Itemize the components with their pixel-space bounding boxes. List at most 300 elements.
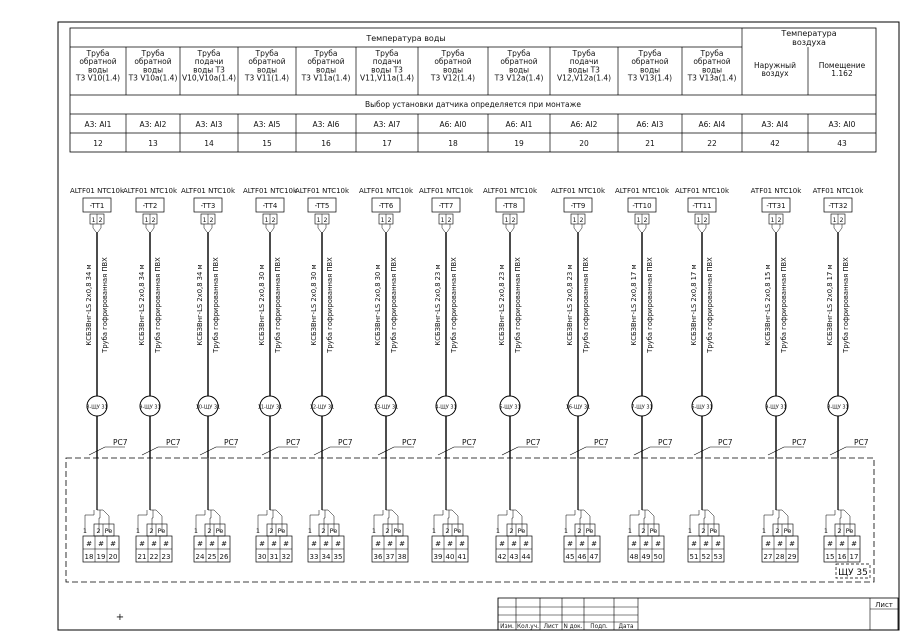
column-label: воды: [701, 65, 723, 75]
cable-spec: КСБЗВнг-LS 2х0,8 34 м: [138, 264, 146, 346]
pin-label: 1: [572, 217, 577, 224]
connector-line: [839, 224, 842, 232]
terminal-marker: #: [311, 540, 317, 548]
cable-marker-label: 16-ЩУ 31: [565, 404, 591, 411]
sensor-type: ALTF01 NTC10k: [418, 187, 474, 195]
rc-leader: [830, 447, 866, 455]
rc-label: РС7: [658, 438, 673, 447]
terminal-number: 26: [219, 553, 229, 561]
rc-leader: [200, 447, 236, 455]
pin-label: 2: [151, 217, 156, 224]
pin-label: 1: [380, 217, 385, 224]
rc-leader: [502, 447, 538, 455]
column-label: Т3 V11(1.4): [244, 73, 290, 83]
terminal-marker: #: [459, 540, 465, 548]
terminal-number: 18: [84, 553, 94, 561]
io-address: A3: AI7: [373, 120, 401, 129]
terminal-number: 41: [457, 553, 467, 561]
terminal-number: 43: [509, 553, 519, 561]
title-block-col: Кол.уч.: [517, 624, 539, 630]
column-label: Т3 V11а(1.4): [301, 73, 351, 83]
conduit-spec: Труба гофрированная ПВХ: [390, 257, 398, 353]
pe-label: Pe: [277, 527, 286, 535]
terminal-marker: #: [163, 540, 169, 548]
terminal-marker: #: [511, 540, 517, 548]
pe-label: Pe: [517, 527, 526, 535]
control-panel: [66, 458, 874, 582]
terminal-number: 39: [433, 553, 443, 561]
column-label: V11,V11а(1.4): [359, 73, 415, 83]
column-label: воды: [508, 65, 530, 75]
terminal-marker: #: [399, 540, 405, 548]
pin-label: 2: [777, 217, 782, 224]
sensor-type: ATF01 NTC10k: [812, 187, 864, 195]
column-label: обратной: [500, 57, 538, 67]
rc-label: РС7: [113, 438, 128, 447]
pin-label: 1: [307, 527, 313, 535]
pe-label: Pe: [709, 527, 718, 535]
connector-line: [93, 224, 96, 232]
sensor-tag: -TT9: [570, 202, 586, 210]
column-label: 1.162: [831, 69, 853, 79]
terminal-marker: #: [447, 540, 453, 548]
rc-label: РС7: [224, 438, 239, 447]
terminal-number: 33: [309, 553, 319, 561]
cable-marker-label: 9-ЩУ 31: [765, 404, 787, 411]
conduit-spec: Труба гофрированная ПВХ: [274, 257, 282, 353]
cable-spec: КСБЗВнг-LS 2х0,8 23 м: [498, 264, 506, 346]
sensor-tag: -TT1: [89, 202, 105, 210]
pe-label: Pe: [329, 527, 338, 535]
terminal-number: 30: [257, 553, 267, 561]
terminal-marker: #: [789, 540, 795, 548]
io-address: A3: AI3: [195, 120, 223, 129]
rc-label: РС7: [166, 438, 181, 447]
column-label: Труба: [141, 49, 165, 58]
terminal-marker: #: [283, 540, 289, 548]
column-number: 17: [382, 139, 392, 148]
sensor-tag: -TT10: [632, 202, 652, 210]
pin-label: 2: [577, 527, 582, 535]
pin-label: 2: [703, 217, 708, 224]
terminal-marker: #: [715, 540, 721, 548]
pin-label: 2: [149, 527, 154, 535]
pe-label: Pe: [649, 527, 658, 535]
water-temp-header: Температура воды: [366, 34, 446, 43]
column-label: обратной: [434, 57, 472, 67]
rc-label: РС7: [402, 438, 417, 447]
column-number: 20: [579, 139, 589, 148]
terminal-marker: #: [655, 540, 661, 548]
column-label: V12,V12а(1.4): [556, 73, 612, 83]
connector-line: [579, 224, 582, 232]
terminal-number: 52: [701, 553, 711, 561]
terminal-number: 47: [589, 553, 599, 561]
connector-line: [703, 224, 706, 232]
pin-label: 1: [627, 527, 633, 535]
io-address: A3: AI5: [253, 120, 281, 129]
pin-label: 2: [839, 217, 844, 224]
column-label: обратной: [307, 57, 345, 67]
sensor-type: ALTF01 NTC10k: [358, 187, 414, 195]
cable-marker-label: 8-ЩУ 31: [86, 404, 108, 411]
sensor-column: [295, 187, 353, 562]
sensor-column: [359, 187, 417, 562]
pin-label: 1: [82, 527, 88, 535]
rc-leader: [634, 447, 670, 455]
sensor-type: ALTF01 NTC10k: [674, 187, 730, 195]
connector-line: [151, 224, 154, 232]
rc-leader: [768, 447, 804, 455]
cable-marker-label: 10-ЩУ 31: [195, 404, 221, 411]
pin-label: 1: [636, 217, 641, 224]
io-address: A6: AI3: [636, 120, 664, 129]
column-label: воды: [256, 65, 278, 75]
pin-label: 2: [837, 527, 842, 535]
cable-marker-label: 4-ЩУ 31: [435, 404, 457, 411]
column-label: подачи: [372, 57, 402, 67]
terminal-number: 22: [149, 553, 159, 561]
terminal-marker: #: [643, 540, 649, 548]
pe-label: Pe: [157, 527, 166, 535]
terminal-number: 50: [653, 553, 663, 561]
pin-label: 1: [770, 217, 775, 224]
conduit-spec: Труба гофрированная ПВХ: [154, 257, 162, 353]
terminal-number: 21: [137, 553, 147, 561]
terminal-marker: #: [777, 540, 783, 548]
conduit-spec: Труба гофрированная ПВХ: [646, 257, 654, 353]
column-label: Наружный: [754, 61, 796, 70]
terminal-number: 34: [321, 553, 331, 561]
cable-marker-label: 6-ЩУ 31: [691, 404, 713, 411]
pin-label: 2: [385, 527, 390, 535]
io-address: A3: AI4: [761, 120, 789, 129]
sensor-tag: -TT5: [314, 202, 330, 210]
terminal-marker: #: [839, 540, 845, 548]
conduit-spec: Труба гофрированная ПВХ: [450, 257, 458, 353]
terminal-marker: #: [98, 540, 104, 548]
pin-label: 2: [323, 217, 328, 224]
cable-spec: КСБЗВнг-LS 2х0,8 34 м: [85, 264, 93, 346]
table-border: [70, 28, 876, 152]
sensor-type: ALTF01 NTC10k: [482, 187, 538, 195]
column-label: Труба: [507, 49, 531, 58]
pe-label: Pe: [585, 527, 594, 535]
terminal-number: 35: [333, 553, 343, 561]
cable-marker-label: 11-ЩУ 31: [257, 404, 283, 411]
sensor-column: [243, 187, 301, 562]
column-label: Т3 V10а(1.4): [128, 73, 178, 83]
cable-spec: КСБЗВнг-LS 2х0,8 34 м: [196, 264, 204, 346]
connector-line: [323, 224, 326, 232]
pin-label: 2: [96, 527, 101, 535]
air-temp-header: воздуха: [792, 38, 826, 47]
column-label: воды: [315, 65, 337, 75]
cable-spec: КСБЗВнг-LS 2х0,8 23 м: [434, 264, 442, 346]
sensor-tag: -TT2: [142, 202, 158, 210]
pin-label: 2: [445, 527, 450, 535]
connector-line: [643, 224, 646, 232]
cable-spec: КСБЗВнг-LS 2х0,8 30 м: [310, 264, 318, 346]
pin-label: 1: [687, 527, 693, 535]
cable-marker-label: 12-ЩУ 31: [309, 404, 335, 411]
column-label: воды: [142, 65, 164, 75]
column-label: Труба: [572, 49, 596, 58]
rc-leader: [262, 447, 298, 455]
rc-label: РС7: [462, 438, 477, 447]
pin-label: 1: [761, 527, 767, 535]
sensor-column: [181, 187, 239, 562]
pin-label: 1: [431, 527, 437, 535]
connector-line: [638, 224, 641, 232]
column-number: 12: [93, 139, 103, 148]
rc-leader: [314, 447, 350, 455]
panel-label: ЩУ 35: [838, 568, 868, 578]
column-label: подачи: [569, 57, 599, 67]
terminal-number: 15: [825, 553, 835, 561]
terminal-marker: #: [567, 540, 573, 548]
conduit-spec: Труба гофрированная ПВХ: [514, 257, 522, 353]
io-address: A6: AI0: [439, 120, 467, 129]
column-label: Помещение: [818, 61, 866, 70]
column-number: 42: [770, 139, 780, 148]
terminal-number: 36: [373, 553, 383, 561]
column-label: Труба: [86, 49, 110, 58]
conduit-spec: Труба гофрированная ПВХ: [101, 257, 109, 353]
connector-line: [506, 224, 509, 232]
column-label: обратной: [248, 57, 286, 67]
column-label: Т3 V12а(1.4): [494, 73, 544, 83]
pin-label: 1: [193, 527, 199, 535]
pin-label: 1: [832, 217, 837, 224]
pin-label: 1: [563, 527, 569, 535]
rc-leader: [142, 447, 178, 455]
terminal-number: 49: [641, 553, 651, 561]
pin-label: 2: [447, 217, 452, 224]
terminal-number: 23: [161, 553, 171, 561]
io-address: A3: AI1: [84, 120, 112, 129]
terminal-number: 20: [108, 553, 118, 561]
cable-spec: КСБЗВнг-LS 2х0,8 30 м: [258, 264, 266, 346]
pin-label: 2: [775, 527, 780, 535]
sheet-frame: [58, 22, 899, 630]
pin-label: 2: [641, 527, 646, 535]
terminal-number: 45: [565, 553, 575, 561]
connector-line: [834, 224, 837, 232]
terminal-number: 46: [577, 553, 587, 561]
connector-line: [772, 224, 775, 232]
connector-line: [442, 224, 445, 232]
pin-label: 2: [509, 527, 514, 535]
conduit-spec: Труба гофрированная ПВХ: [780, 257, 788, 353]
terminal-marker: #: [221, 540, 227, 548]
io-address: A6: AI1: [505, 120, 533, 129]
sensor-column: [675, 187, 733, 562]
terminal-marker: #: [110, 540, 116, 548]
conduit-spec: Труба гофрированная ПВХ: [326, 257, 334, 353]
column-label: обратной: [693, 57, 731, 67]
column-label: Труба: [638, 49, 662, 58]
sensor-column: [419, 187, 477, 562]
sensor-tag: -TT3: [200, 202, 216, 210]
pin-label: 2: [643, 217, 648, 224]
sensor-column: [123, 187, 181, 562]
terminal-marker: #: [631, 540, 637, 548]
column-number: 14: [204, 139, 214, 148]
sensor-tag: -TT7: [438, 202, 454, 210]
terminal-number: 19: [96, 553, 106, 561]
terminal-marker: #: [375, 540, 381, 548]
cable-spec: КСБЗВнг-LS 2х0,8 17 м: [630, 264, 638, 346]
sensor-tag: -TT6: [378, 202, 394, 210]
terminal-number: 16: [837, 553, 847, 561]
column-number: 22: [707, 139, 717, 148]
mount-note: Выбор установки датчика определяется при монтаже: [364, 100, 582, 109]
io-address: A3: AI0: [828, 120, 856, 129]
connector-line: [209, 224, 212, 232]
connector-line: [266, 224, 269, 232]
cable-marker-label: 5-ЩУ 31: [499, 404, 521, 411]
terminal-marker: #: [259, 540, 265, 548]
pe-label: Pe: [845, 527, 854, 535]
terminal-marker: #: [591, 540, 597, 548]
pin-label: 1: [91, 217, 96, 224]
terminal-marker: #: [387, 540, 393, 548]
terminal-number: 17: [849, 553, 859, 561]
terminal-number: 40: [445, 553, 455, 561]
column-label: воды: [442, 65, 464, 75]
terminal-marker: #: [151, 540, 157, 548]
rc-leader: [378, 447, 414, 455]
sensor-column: [551, 187, 609, 562]
pin-label: 2: [579, 217, 584, 224]
pin-label: 1: [255, 527, 261, 535]
sensor-column: [751, 187, 807, 562]
plus-mark: +: [115, 612, 125, 623]
pin-label: 2: [701, 527, 706, 535]
rc-label: РС7: [854, 438, 869, 447]
pin-label: 1: [144, 217, 149, 224]
terminal-number: 31: [269, 553, 279, 561]
terminal-marker: #: [86, 540, 92, 548]
column-label: воды Т3: [568, 65, 600, 75]
cable-spec: КСБЗВнг-LS 2х0,8 15 м: [764, 264, 772, 346]
terminal-number: 24: [195, 553, 205, 561]
sensor-type: ALTF01 NTC10k: [242, 187, 298, 195]
terminal-number: 53: [713, 553, 723, 561]
cable-marker-label: 9-ЩУ 31: [139, 404, 161, 411]
terminal-number: 32: [281, 553, 291, 561]
terminal-number: 27: [763, 553, 773, 561]
sensor-tag: -TT4: [262, 202, 278, 210]
column-label: Труба: [375, 49, 399, 58]
pin-label: 1: [316, 217, 321, 224]
conduit-spec: Труба гофрированная ПВХ: [706, 257, 714, 353]
title-block: [498, 598, 898, 630]
sensor-type: ALTF01 NTC10k: [122, 187, 178, 195]
column-number: 19: [514, 139, 524, 148]
column-number: 43: [837, 139, 847, 148]
io-table: [70, 28, 876, 152]
terminal-marker: #: [765, 540, 771, 548]
terminal-marker: #: [209, 540, 215, 548]
pin-label: 2: [207, 527, 212, 535]
column-label: Труба: [255, 49, 279, 58]
terminal-marker: #: [323, 540, 329, 548]
pe-label: Pe: [783, 527, 792, 535]
column-label: воды: [87, 65, 109, 75]
column-number: 13: [148, 139, 158, 148]
column-label: обратной: [631, 57, 669, 67]
connector-line: [146, 224, 149, 232]
column-label: обратной: [134, 57, 172, 67]
cable-marker-label: 7-ЩУ 31: [631, 404, 653, 411]
terminal-marker: #: [523, 540, 529, 548]
column-label: Труба: [197, 49, 221, 58]
terminal-marker: #: [579, 540, 585, 548]
column-label: Труба: [314, 49, 338, 58]
rc-label: РС7: [594, 438, 609, 447]
column-number: 21: [645, 139, 655, 148]
pin-label: 2: [511, 217, 516, 224]
sensor-column: [70, 187, 128, 562]
terminal-number: 28: [775, 553, 785, 561]
terminal-number: 51: [689, 553, 699, 561]
cable-marker-label: 8-ЩУ 31: [827, 404, 849, 411]
terminal-number: 48: [629, 553, 639, 561]
rc-label: РС7: [526, 438, 541, 447]
sensor-column: [615, 187, 673, 562]
pin-label: 2: [387, 217, 392, 224]
pe-label: Pe: [104, 527, 113, 535]
rc-label: РС7: [718, 438, 733, 447]
column-label: воды: [639, 65, 661, 75]
connector-line: [271, 224, 274, 232]
conduit-spec: Труба гофрированная ПВХ: [212, 257, 220, 353]
cable-marker-label: 13-ЩУ 31: [373, 404, 399, 411]
sensor-tag: -TT31: [766, 202, 786, 210]
column-label: Т3 V13(1.4): [627, 73, 673, 83]
pin-label: 2: [98, 217, 103, 224]
sensor-tag: -TT32: [828, 202, 848, 210]
pin-label: 2: [269, 527, 274, 535]
pin-label: 1: [202, 217, 207, 224]
pin-label: 1: [264, 217, 269, 224]
pe-label: Pe: [215, 527, 224, 535]
connector-line: [511, 224, 514, 232]
pin-label: 1: [495, 527, 501, 535]
pin-label: 1: [440, 217, 445, 224]
terminal-number: 42: [497, 553, 507, 561]
sensor-column: [813, 187, 869, 562]
panel-boundary: [66, 458, 874, 582]
pin-label: 2: [271, 217, 276, 224]
io-address: A6: AI2: [570, 120, 598, 129]
sensor-tag: -TT8: [502, 202, 518, 210]
terminal-marker: #: [499, 540, 505, 548]
terminal-number: 29: [787, 553, 797, 561]
title-block-col: Лист: [543, 624, 559, 630]
terminal-number: 38: [397, 553, 407, 561]
terminal-marker: #: [335, 540, 341, 548]
pin-label: 2: [209, 217, 214, 224]
sensor-tag: -TT11: [692, 202, 712, 210]
column-label: воздух: [761, 69, 789, 79]
io-address: A3: AI6: [312, 120, 340, 129]
column-label: воды Т3: [193, 65, 225, 75]
pin-label: 1: [371, 527, 377, 535]
column-label: Труба: [700, 49, 724, 58]
